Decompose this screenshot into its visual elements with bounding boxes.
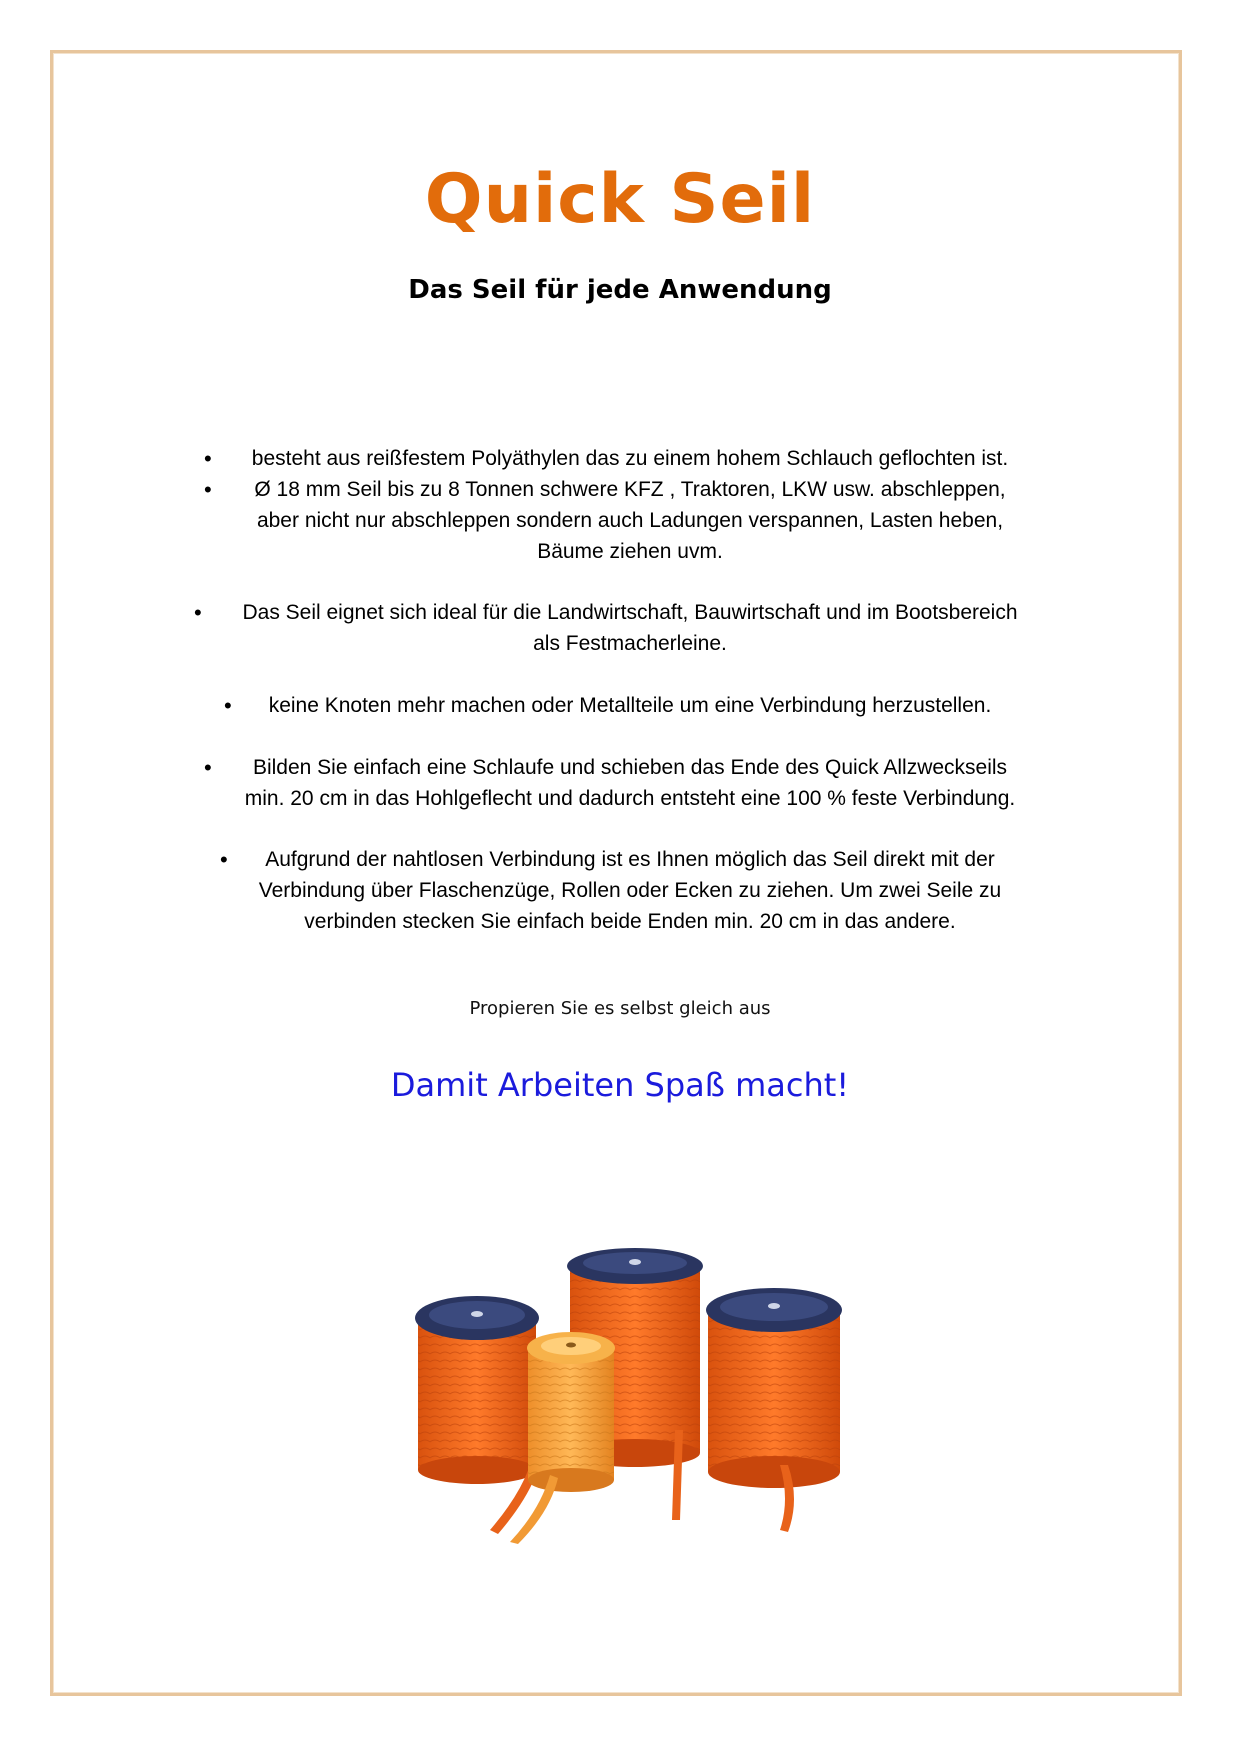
feature-list-item [190, 443, 1070, 474]
feature-text-line: verbinden stecken Sie einfach beide Enden min. 20 cm in das andere. [304, 910, 956, 933]
feature-text-line: keine Knoten mehr machen oder Metallteile um eine Verbindung herzustellen. [268, 694, 992, 717]
feature-list-item [190, 597, 1070, 659]
call-to-action-text: Propieren Sie es selbst gleich aus [469, 998, 771, 1019]
page-subtitle: Das Seil für jede Anwendung [408, 275, 832, 305]
feature-list-item [190, 752, 1070, 814]
feature-text-line: als Festmacherleine. [533, 632, 727, 655]
feature-list-item [190, 690, 1070, 721]
feature-text-line: aber nicht nur abschleppen sondern auch Ladungen verspannen, Lasten heben, [256, 509, 1004, 532]
bullet-icon: • [194, 600, 202, 625]
bullet-icon: • [204, 755, 212, 780]
feature-list-item [190, 844, 1070, 937]
feature-text-line: besteht aus reißfestem Polyäthylen das zu einem hohem Schlauch geflochten ist. [251, 447, 1009, 470]
rope-spools-image [410, 1230, 850, 1550]
bullet-icon: • [204, 477, 212, 502]
bullet-icon: • [224, 693, 232, 718]
slogan: Damit Arbeiten Spaß macht! [390, 1066, 850, 1104]
bullet-icon: • [204, 446, 212, 471]
feature-text-line: min. 20 cm in das Hohlgeflecht und dadurch entsteht eine 100 % feste Verbindung. [244, 787, 1016, 810]
feature-text-line: Verbindung über Flaschenzüge, Rollen oder Ecken zu ziehen. Um zwei Seile zu [258, 879, 1002, 902]
feature-text-line: Bilden Sie einfach eine Schlaufe und schieben das Ende des Quick Allzweckseils [252, 756, 1008, 779]
feature-text-line: Bäume ziehen uvm. [537, 540, 723, 563]
feature-list-item [190, 474, 1070, 567]
spool-left [415, 1296, 544, 1534]
feature-text-line: Ø 18 mm Seil bis zu 8 Tonnen schwere KFZ , Traktoren, LKW usw. abschleppen, [254, 478, 1006, 501]
feature-text-line: Aufgrund der nahtlosen Verbindung ist es Ihnen möglich das Seil direkt mit der [265, 848, 995, 871]
spool-right [706, 1288, 842, 1532]
page-title: Quick Seil [424, 160, 816, 239]
feature-text-line: Das Seil eignet sich ideal für die Landwirtschaft, Bauwirtschaft und im Bootsbereich [242, 601, 1018, 624]
bullet-icon: • [220, 847, 228, 872]
